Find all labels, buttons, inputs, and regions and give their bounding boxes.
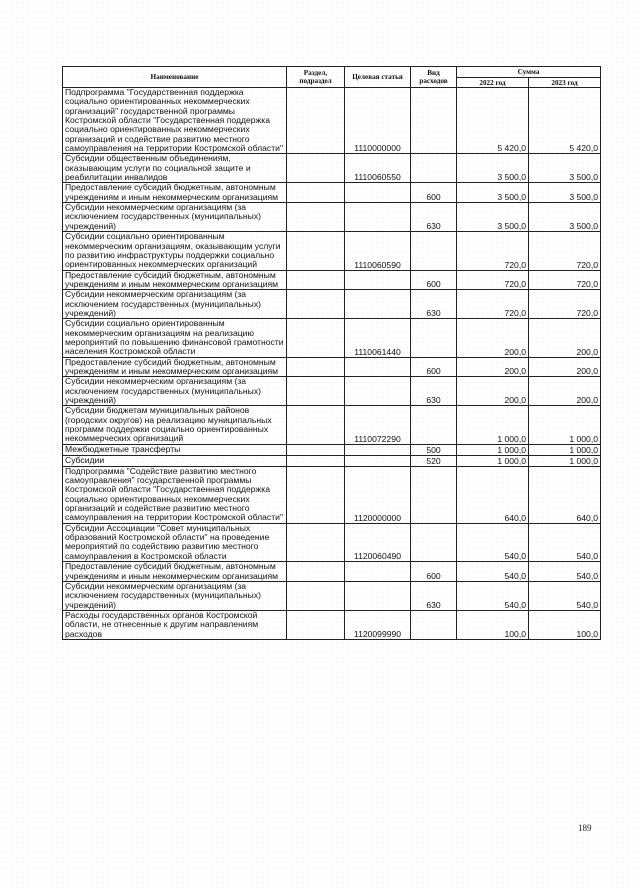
table-row (63, 444, 601, 455)
row-amount-2022: 640,0 (457, 466, 529, 523)
row-expense-type (411, 232, 457, 270)
header-name: Наименование (63, 67, 287, 88)
row-name: Межбюджетные трансферты (63, 444, 287, 455)
header-sum: Сумма (457, 67, 601, 78)
table-row (63, 88, 601, 154)
row-amount-2023: 540,0 (529, 581, 601, 610)
row-amount-2022: 3 500,0 (457, 203, 529, 232)
row-amount-2022: 720,0 (457, 290, 529, 319)
budget-table (62, 66, 601, 640)
row-amount-2023: 1 000,0 (529, 455, 601, 466)
row-section (287, 183, 345, 203)
header-expense-type: Вид расходов (411, 67, 457, 88)
row-amount-2023: 200,0 (529, 319, 601, 357)
row-expense-type (411, 406, 457, 444)
row-expense-type (411, 319, 457, 357)
row-amount-2023: 720,0 (529, 290, 601, 319)
row-amount-2022: 720,0 (457, 232, 529, 270)
row-target (345, 203, 411, 232)
table-row (63, 183, 601, 203)
row-target (345, 357, 411, 377)
row-expense-type (411, 610, 457, 639)
table-row (63, 610, 601, 639)
table-row (63, 581, 601, 610)
row-expense-type: 630 (411, 290, 457, 319)
row-amount-2022: 540,0 (457, 581, 529, 610)
row-expense-type (411, 88, 457, 154)
row-target (345, 444, 411, 455)
row-target (345, 455, 411, 466)
row-amount-2023: 720,0 (529, 270, 601, 290)
row-target (345, 377, 411, 406)
row-expense-type: 600 (411, 357, 457, 377)
row-name: Расходы государственных органов Костромской области, не отнесенные к другим направлениям расходов (63, 610, 287, 639)
table-row (63, 357, 601, 377)
row-amount-2022: 1 000,0 (457, 455, 529, 466)
row-section (287, 610, 345, 639)
header-target: Целевая статья (345, 67, 411, 88)
row-amount-2023: 5 420,0 (529, 88, 601, 154)
header-year-2023: 2023 год (529, 78, 601, 88)
row-amount-2022: 3 500,0 (457, 183, 529, 203)
row-target (345, 270, 411, 290)
table-body (63, 88, 601, 640)
row-amount-2022: 720,0 (457, 270, 529, 290)
row-amount-2022: 200,0 (457, 319, 529, 357)
row-name: Предоставление субсидий бюджетным, автономным учреждениям и иным некоммерческим организациям (63, 357, 287, 377)
row-name: Субсидии некоммерческим организациям (за исключением государственных (муниципальных) учреждений) (63, 290, 287, 319)
row-name: Субсидии некоммерческим организациям (за исключением государственных (муниципальных) учреждений) (63, 203, 287, 232)
table-row (63, 466, 601, 523)
row-target: 1110060590 (345, 232, 411, 270)
row-name: Субсидии некоммерческим организациям (за исключением государственных (муниципальных) учреждений) (63, 377, 287, 406)
row-section (287, 290, 345, 319)
row-section (287, 203, 345, 232)
row-target: 1110060550 (345, 154, 411, 183)
row-name: Предоставление субсидий бюджетным, автономным учреждениям и иным некоммерческим организациям (63, 183, 287, 203)
row-name: Предоставление субсидий бюджетным, автономным учреждениям и иным некоммерческим организациям (63, 270, 287, 290)
row-target (345, 290, 411, 319)
row-expense-type: 630 (411, 581, 457, 610)
row-section (287, 406, 345, 444)
row-section (287, 523, 345, 561)
row-amount-2022: 3 500,0 (457, 154, 529, 183)
row-name: Субсидии социально ориентированным некоммерческим организациям, оказывающим услуги по развитию инфраструктуры поддержки социально ориентированных некоммерческих организаций (63, 232, 287, 270)
row-expense-type: 520 (411, 455, 457, 466)
row-section (287, 154, 345, 183)
row-name: Предоставление субсидий бюджетным, автономным учреждениям и иным некоммерческим организациям (63, 562, 287, 582)
table-row (63, 232, 601, 270)
table-row (63, 562, 601, 582)
table-row (63, 455, 601, 466)
row-expense-type: 600 (411, 183, 457, 203)
table-row (63, 406, 601, 444)
row-name: Субсидии социально ориентированным некоммерческим организациям на реализацию мероприятий по повышению финансовой грамотности населения Костромской области (63, 319, 287, 357)
row-amount-2022: 200,0 (457, 357, 529, 377)
row-section (287, 270, 345, 290)
row-target (345, 183, 411, 203)
header-year-2022: 2022 год (457, 78, 529, 88)
row-target: 1110061440 (345, 319, 411, 357)
row-target (345, 562, 411, 582)
row-amount-2023: 720,0 (529, 232, 601, 270)
row-amount-2022: 5 420,0 (457, 88, 529, 154)
row-expense-type (411, 154, 457, 183)
row-section (287, 232, 345, 270)
table-row (63, 290, 601, 319)
row-target: 1120099990 (345, 610, 411, 639)
table-row (63, 270, 601, 290)
row-amount-2023: 200,0 (529, 357, 601, 377)
row-amount-2022: 200,0 (457, 377, 529, 406)
table-row (63, 523, 601, 561)
row-expense-type (411, 466, 457, 523)
row-section (287, 455, 345, 466)
row-amount-2023: 3 500,0 (529, 183, 601, 203)
table-row (63, 377, 601, 406)
row-amount-2023: 1 000,0 (529, 406, 601, 444)
table-header (63, 67, 601, 88)
row-amount-2023: 100,0 (529, 610, 601, 639)
row-section (287, 444, 345, 455)
row-section (287, 319, 345, 357)
row-expense-type: 500 (411, 444, 457, 455)
row-amount-2023: 540,0 (529, 523, 601, 561)
row-amount-2022: 100,0 (457, 610, 529, 639)
row-section (287, 377, 345, 406)
table-row (63, 319, 601, 357)
row-expense-type: 600 (411, 270, 457, 290)
row-amount-2023: 200,0 (529, 377, 601, 406)
row-target (345, 581, 411, 610)
header-section: Раздел, подраздел (287, 67, 345, 88)
row-section (287, 581, 345, 610)
table-row (63, 203, 601, 232)
row-amount-2023: 1 000,0 (529, 444, 601, 455)
row-name: Субсидии бюджетам муниципальных районов (городских округов) на реализацию муниципальных программ поддержки социально ориентированных некоммерческих организаций (63, 406, 287, 444)
row-expense-type: 600 (411, 562, 457, 582)
row-amount-2023: 3 500,0 (529, 154, 601, 183)
row-amount-2022: 540,0 (457, 523, 529, 561)
row-amount-2022: 1 000,0 (457, 444, 529, 455)
row-amount-2023: 3 500,0 (529, 203, 601, 232)
row-name: Субсидии Ассоциации "Совет муниципальных образований Костромской области" на проведение мероприятий по содействию развитию местного самоуправления в Костромской области (63, 523, 287, 561)
row-amount-2023: 640,0 (529, 466, 601, 523)
row-name: Субсидии общественным объединениям, оказывающим услуги по социальной защите и реабилитации инвалидов (63, 154, 287, 183)
row-expense-type (411, 523, 457, 561)
row-name: Подпрограмма "Государственная поддержка социально ориентированных некоммерческих организаций" государственной программы Костромской области "Государственная поддержка социально ориентированных некоммерческих организаций и содействие развитию местного самоуправления на территории Костромской области" (63, 88, 287, 154)
row-section (287, 562, 345, 582)
row-target: 1110072290 (345, 406, 411, 444)
row-amount-2022: 1 000,0 (457, 406, 529, 444)
row-expense-type: 630 (411, 203, 457, 232)
table-row (63, 154, 601, 183)
row-section (287, 357, 345, 377)
row-name: Подпрограмма "Содействие развитию местного самоуправления" государственной программы Костромской области "Государственная поддержка социально ориентированных некоммерческих организаций и содействие развитию местного самоуправления на территории Костромской области" (63, 466, 287, 523)
row-target: 1110000000 (345, 88, 411, 154)
row-amount-2022: 540,0 (457, 562, 529, 582)
row-section (287, 88, 345, 154)
page-number: 189 (578, 823, 592, 833)
row-target: 1120000000 (345, 466, 411, 523)
row-name: Субсидии (63, 455, 287, 466)
row-expense-type: 630 (411, 377, 457, 406)
row-amount-2023: 540,0 (529, 562, 601, 582)
row-section (287, 466, 345, 523)
row-name: Субсидии некоммерческим организациям (за исключением государственных (муниципальных) учреждений) (63, 581, 287, 610)
row-target: 1120060490 (345, 523, 411, 561)
